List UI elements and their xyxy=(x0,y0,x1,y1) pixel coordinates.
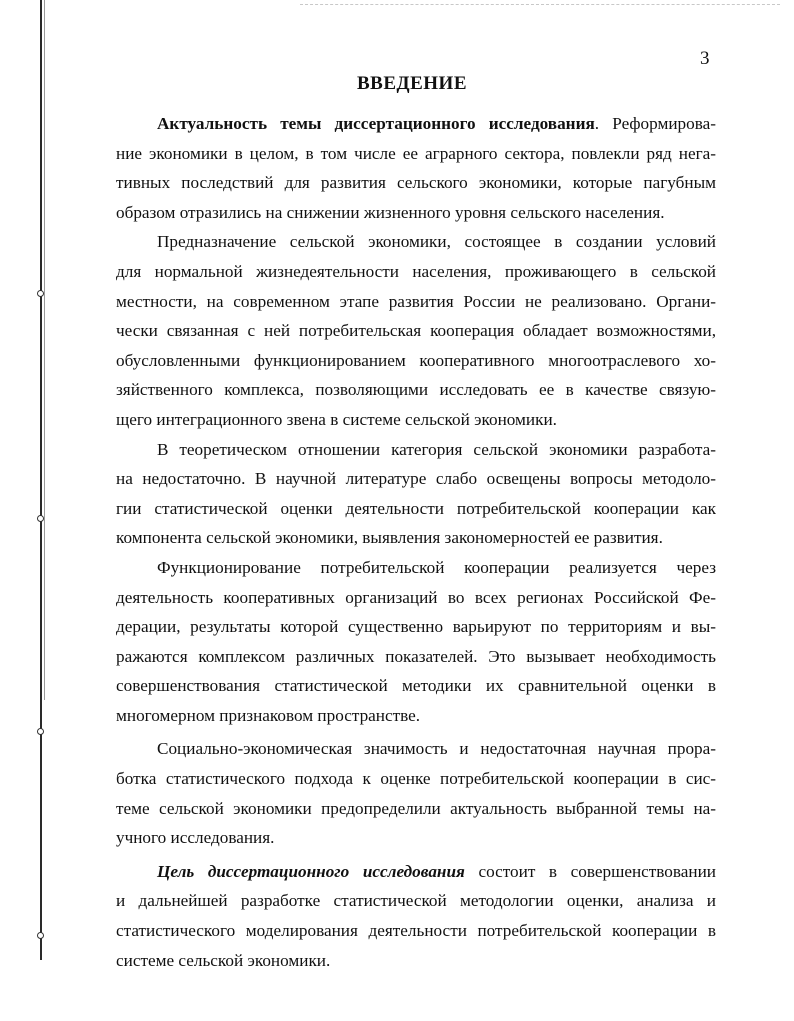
paragraph-line xyxy=(116,109,716,139)
paragraph-lead: Актуальность темы диссертационного исследования xyxy=(157,114,595,133)
page-title: ВВЕДЕНИЕ xyxy=(357,73,467,94)
paragraph-line: деятельность кооперативных организаций во всех регионах Российской Фе- xyxy=(116,587,716,607)
scan-top-marks xyxy=(300,4,780,7)
paragraph-line: компонента сельской экономики, выявления закономерностей ее развития. xyxy=(116,528,663,548)
scan-binding-shadow xyxy=(44,0,45,700)
paragraph-line: щего интеграционного звена в системе сельской экономики. xyxy=(116,409,557,429)
paragraph-line: Предназначение сельской экономики, состоящее в создании условий xyxy=(157,232,716,252)
scan-binding-edge xyxy=(40,0,42,960)
paragraph-line: дерации, результаты которой существенно варьируют по территориям и вы- xyxy=(116,617,716,637)
paragraph-significance xyxy=(116,734,716,852)
paragraph-line: В теоретическом отношении категория сельской экономики разработа- xyxy=(157,439,716,459)
paragraph-functioning xyxy=(116,553,716,731)
paragraph-line: зяйственного комплекса, позволяющими исследовать ее в качестве связую- xyxy=(116,380,716,400)
paragraph-goal xyxy=(116,857,716,975)
binding-hole xyxy=(37,290,44,297)
paragraph-line: многомерном признаковом пространстве. xyxy=(116,705,421,725)
paragraph-line: совершенствования статистической методики их сравнительной оценки в xyxy=(116,676,716,696)
paragraph-line: Социально-экономическая значимость и недостаточная научная прора- xyxy=(157,739,716,759)
binding-hole xyxy=(37,515,44,522)
page-number: 3 xyxy=(700,48,710,69)
paragraph-line: чески связанная с ней потребительская кооперация обладает возможностями, xyxy=(116,321,716,341)
paragraph-line: образом отразились на снижении жизненного уровня сельского населения. xyxy=(116,202,665,222)
paragraph-line: обусловленными функционированием кооперативного многоотраслевого хо- xyxy=(116,350,716,370)
document-body xyxy=(116,109,716,975)
paragraph-line: ние экономики в целом, в том числе ее аграрного сектора, повлекли ряд нега- xyxy=(116,143,716,163)
paragraph-line: для нормальной жизнедеятельности населения, проживающего в сельской xyxy=(116,261,716,281)
paragraph-line: на недостаточно. В научной литературе слабо освещены вопросы методоло- xyxy=(116,469,716,489)
paragraph-line xyxy=(116,857,716,887)
binding-hole xyxy=(37,728,44,735)
paragraph-line: статистического моделирования деятельности потребительской кооперации в xyxy=(116,921,716,941)
paragraph-line: ражаются комплексом различных показателей. Это вызывает необходимость xyxy=(116,646,716,666)
paragraph-line: местности, на современном этапе развития России не реализовано. Органи- xyxy=(116,291,716,311)
paragraph-line: Функционирование потребительской кооперации реализуется через xyxy=(157,557,716,577)
paragraph-line: гии статистической оценки деятельности потребительской кооперации как xyxy=(116,498,716,518)
paragraph-relevance xyxy=(116,109,716,227)
paragraph-line-text: состоит в совершенствовании xyxy=(464,861,716,881)
paragraph-line: тивных последствий для развития сельского экономики, которые пагубным xyxy=(116,173,716,193)
paragraph-purpose xyxy=(116,227,716,434)
paragraph-line: системе сельской экономики. xyxy=(116,950,331,970)
paragraph-line: учного исследования. xyxy=(116,828,275,848)
paragraph-theory xyxy=(116,435,716,553)
paragraph-line-text: . Реформирова- xyxy=(594,114,716,133)
binding-hole xyxy=(37,932,44,939)
paragraph-line: ботка статистического подхода к оценке потребительской кооперации в сис- xyxy=(116,769,716,789)
paragraph-lead: Цель диссертационного исследования xyxy=(157,861,465,881)
paragraph-line: теме сельской экономики предопределили актуальность выбранной темы на- xyxy=(116,798,716,818)
paragraph-line: и дальнейшей разработке статистической методологии оценки, анализа и xyxy=(116,891,716,911)
